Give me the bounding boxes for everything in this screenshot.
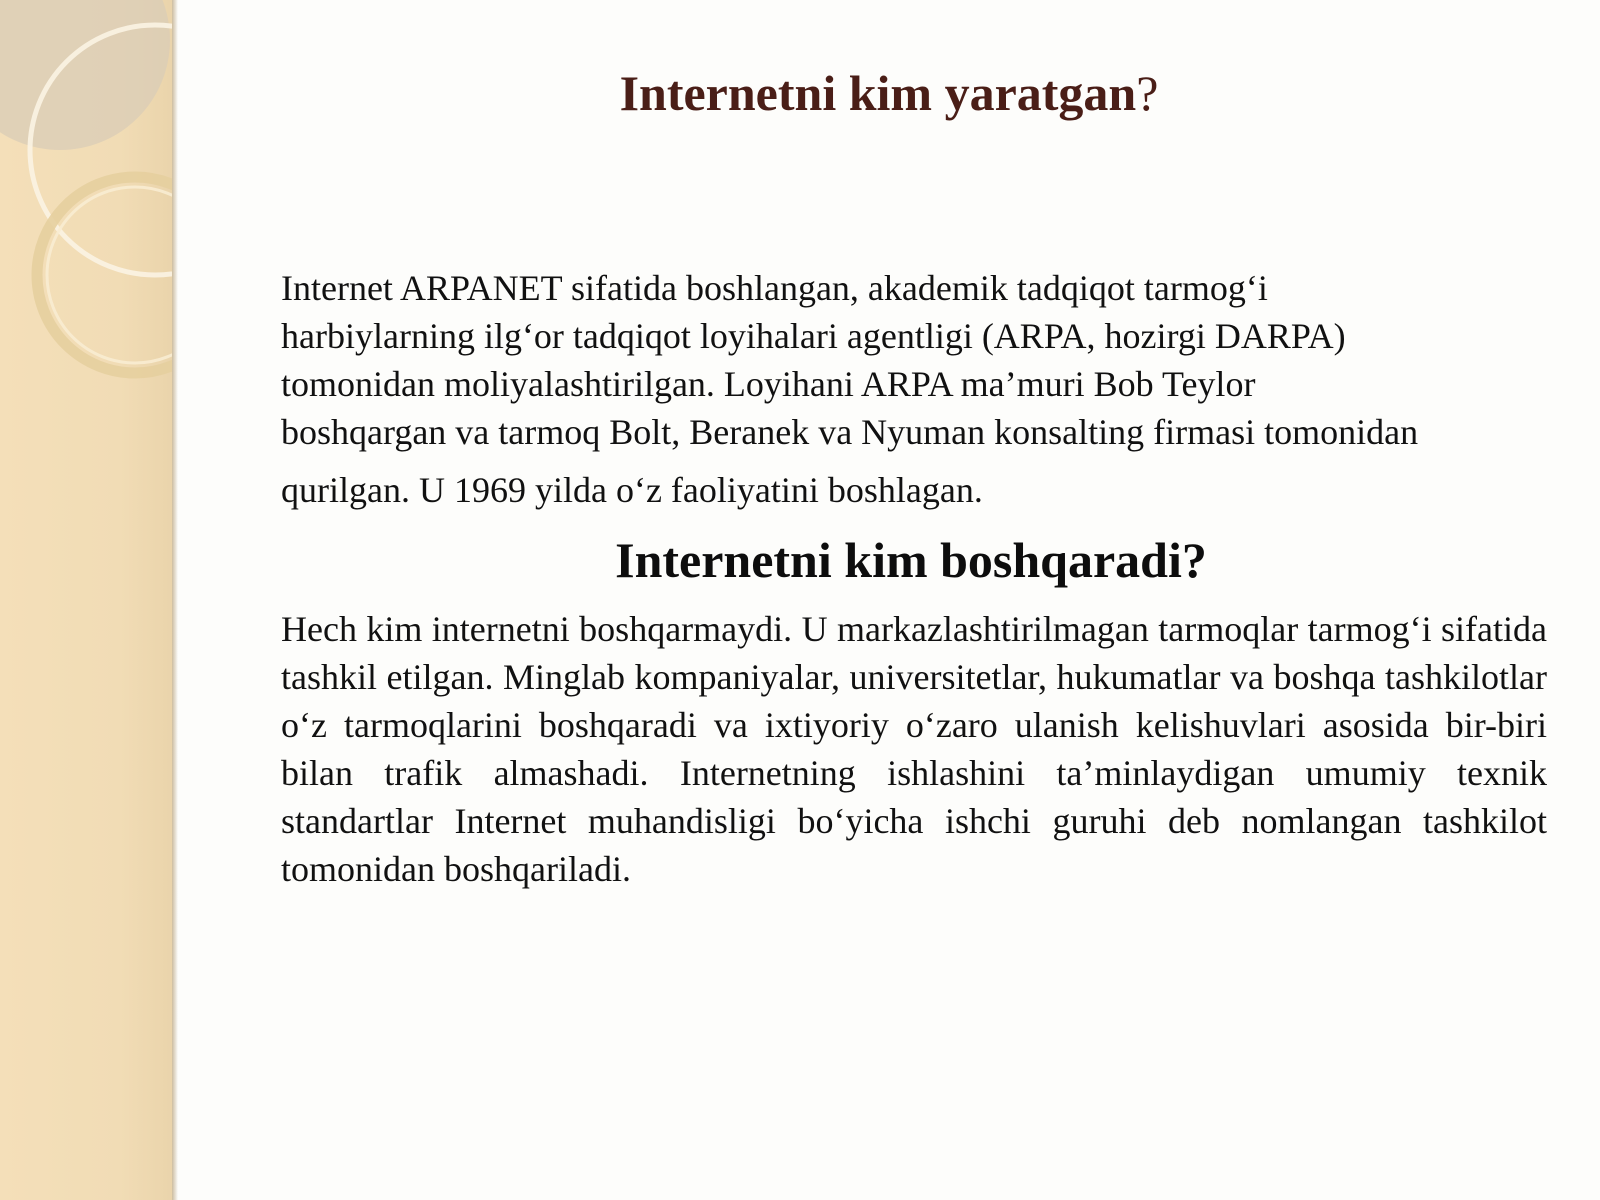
slide-title-question-mark: ? bbox=[1136, 65, 1159, 121]
decorative-circles-graphic bbox=[0, 0, 172, 1200]
paragraph-line: Internet ARPANET sifatida boshlangan, akademik tadqiqot tarmog‘i bbox=[281, 268, 1268, 308]
paragraph-internet-governance: Hech kim internetni boshqarmaydi. U markazlashtirilmagan tarmoqlar tarmog‘i sifatida tashkil etilgan. Minglab kompaniyalar, universitetlar, hukumatlar va boshqa tashkilotlar o‘z tarmoqlarini boshqaradi va ixtiyoriy o‘zaro ulanish kelishuvlari asosida bir-biri bilan trafik almashadi. Internetning ishlashini ta’minlaydigan umumiy texnik standartlar Internet muhandisligi bo‘yicha ishchi guruhi deb nomlangan tashkilot tomonidan boshqariladi. bbox=[281, 609, 1547, 889]
section-heading: Internetni kim boshqaradi? bbox=[615, 532, 1207, 588]
paragraph-line: tomonidan moliyalashtirilgan. Loyihani ARPA ma’muri Bob Teylor bbox=[281, 364, 1256, 404]
slide-title-text: Internetni kim yaratgan bbox=[619, 65, 1137, 121]
paragraph-line: harbiylarning ilg‘or tadqiqot loyihalari agentligi (ARPA, hozirgi DARPA) bbox=[281, 316, 1346, 356]
slide-title bbox=[178, 62, 1600, 124]
paragraph-internet-origin bbox=[281, 264, 1547, 514]
decorative-sidebar bbox=[0, 0, 172, 1200]
paragraph-line: qurilgan. U 1969 yilda o‘z faoliyatini boshlagan. bbox=[281, 470, 983, 510]
sidebar-shadow-edge bbox=[172, 0, 178, 1200]
paragraph-line: boshqargan va tarmoq Bolt, Beranek va Nyuman konsalting firmasi tomonidan bbox=[281, 412, 1419, 452]
